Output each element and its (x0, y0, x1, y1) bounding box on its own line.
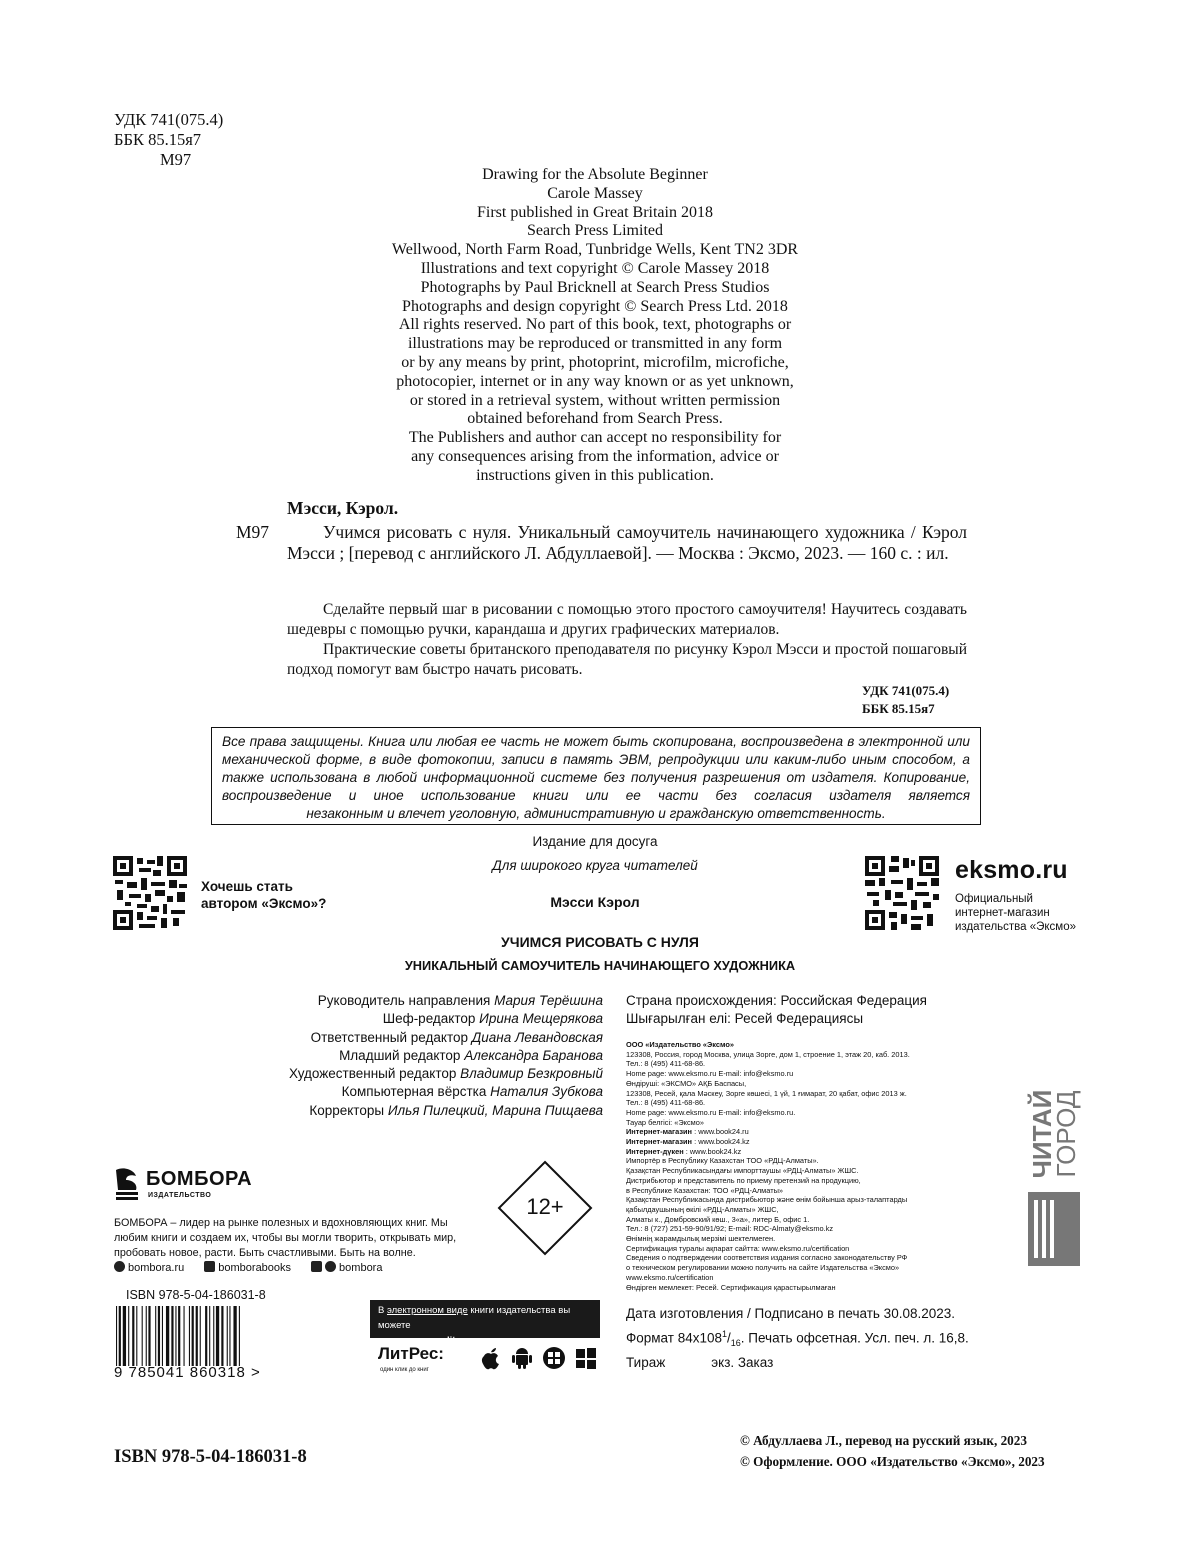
publisher-detail-line (626, 1118, 986, 1128)
author-sign: М97 (160, 150, 192, 169)
social-messengers-label: bombora (339, 1262, 383, 1274)
eksmo-site[interactable]: eksmo.ru (955, 856, 1068, 884)
bbk-code: ББК 85.15я7 (114, 130, 202, 149)
footer-copyright (740, 1430, 1045, 1472)
publisher-detail-line (626, 1137, 986, 1147)
annotation-paragraph-1: Сделайте первый шаг в рисовании с помощью этого простого самоучителя! Научитесь создавать шедевры с помощью ручки, карандаша и других графических материалов. (287, 601, 967, 638)
copyright-translation: © Абдуллаева Л., перевод на русский язык, 2023 (740, 1433, 1027, 1448)
publisher-detail-line (626, 1166, 986, 1176)
biblio-author: Мэсси, Кэрол. (287, 498, 399, 518)
barcode-bar (116, 1306, 117, 1366)
detail-bold: Интернет-дүкен (626, 1146, 684, 1156)
staff-name: Диана Левандовская (471, 1029, 603, 1045)
litres-line-2a: купить на (378, 1335, 423, 1346)
barcode-bar (132, 1306, 134, 1366)
staff-name: Владимир Безкровный (460, 1066, 603, 1082)
original-copyright-block (330, 166, 860, 486)
barcode-bar (175, 1306, 176, 1366)
staff-role: Руководитель направления (317, 993, 491, 1008)
chitai-gorod-text (1027, 1074, 1081, 1194)
detail-text: : www.book24.kz (683, 1146, 742, 1156)
barcode-icon (114, 1306, 286, 1366)
android-icon (511, 1346, 533, 1370)
publisher-details (626, 1040, 986, 1292)
author-qr-code[interactable] (113, 856, 187, 930)
barcode-number: 9 785041 860318 > (114, 1364, 261, 1381)
chitai-gorod-logo[interactable] (1028, 1068, 1080, 1266)
litres-url[interactable]: www.litres.ru (422, 1335, 482, 1346)
age-rating-text: 12+ (526, 1194, 564, 1219)
rights-last-line: незаконным и влечет уголовную, административную и гражданскую ответственность. (306, 806, 886, 821)
detail-text: в Республике Казахстан: ТОО «РДЦ-Алматы» (626, 1185, 784, 1195)
staff-name: Наталия Зубкова (490, 1084, 603, 1100)
barcode-bar (200, 1306, 201, 1366)
detail-text: 123308, Россия, город Москва, улица Зорге, дом 1, строение 1, этаж 20, каб. 2013. (626, 1049, 910, 1059)
barcode-bar (221, 1306, 223, 1366)
bombora-wave-icon (112, 1164, 142, 1204)
detail-text: Қазақстан Республикасындағы импорттаушы «РДЦ-Алматы» ЖШС. (626, 1166, 859, 1176)
detail-text: : www.book24.ru (692, 1127, 749, 1137)
barcode-bar (216, 1306, 219, 1366)
origin-ru: Страна происхождения: Российская Федерация (626, 993, 927, 1008)
staff-credits (160, 992, 603, 1120)
vk-icon (204, 1261, 215, 1272)
staff-role: Младший редактор (339, 1047, 461, 1063)
gorod-line: ГОРОД (1051, 1090, 1081, 1178)
staff-row (160, 1010, 603, 1028)
publisher-detail-line (626, 1089, 986, 1099)
become-author-text (201, 878, 326, 912)
staff-name: Илья Пилецкий, Марина Пищаева (387, 1102, 603, 1118)
publisher-detail-line (626, 1283, 986, 1293)
social-vk-label: bomborabooks (218, 1262, 292, 1274)
detail-text: Дистрибьютор и представитель по приему претензий на продукцию, (626, 1175, 861, 1185)
staff-row (160, 1029, 603, 1047)
chitai-gorod-wordmark (1028, 1068, 1080, 1188)
qr-code-icon (113, 856, 187, 930)
format-sub: 16 (730, 1338, 741, 1349)
publisher-detail-line (626, 1108, 986, 1118)
barcode-bar (166, 1306, 169, 1366)
publisher-detail-line (626, 1147, 986, 1157)
litres-line-1b: книги издательства вы можете (378, 1305, 571, 1331)
social-website-label: bombora.ru (128, 1262, 185, 1274)
annotation-paragraph-2: Практические советы британского преподавателя по рисунку Кэрол Мэсси и простой пошаговый подход помогут вам быстро начать рисовать. (287, 641, 967, 678)
staff-row (160, 992, 603, 1010)
age-rating-badge (497, 1160, 593, 1256)
barcode-bar (123, 1306, 126, 1366)
barcode-bar (178, 1306, 180, 1366)
barcode-bar (171, 1306, 173, 1366)
eksmo-shop-text (955, 892, 1076, 934)
litres-logo[interactable]: ЛитРес: (378, 1344, 444, 1363)
publisher-detail-line (626, 1069, 986, 1079)
bombora-socials (114, 1261, 382, 1274)
copyright-line: Drawing for the Absolute Beginner (482, 166, 708, 183)
detail-bold: Интернет-магазин (626, 1137, 693, 1147)
barcode-bar (155, 1306, 156, 1366)
annotation (287, 600, 967, 680)
social-website[interactable] (114, 1261, 184, 1274)
edition-title: УЧИМСЯ РИСОВАТЬ С НУЛЯ (501, 934, 699, 950)
publisher-detail-line (626, 1059, 986, 1069)
staff-row (160, 1083, 603, 1101)
production-format: Формат $84x108^1/_{16}$. Печать офсетная. Усл. печ. л. 16,8. (626, 1329, 969, 1349)
edition-audience: Для широкого круга читателей (492, 858, 698, 873)
publisher-detail-line (626, 1176, 986, 1186)
litres-banner[interactable] (370, 1300, 600, 1346)
publisher-detail-line (626, 1224, 986, 1234)
copyright-line: any consequences arising from the information, advice or (411, 447, 779, 465)
apple-icon (480, 1346, 502, 1370)
barcode-bar (189, 1306, 190, 1366)
barcode-bar (184, 1306, 185, 1366)
staff-role: Художественный редактор (289, 1066, 457, 1082)
bbk-code-right: ББК 85.15я7 (862, 701, 935, 716)
detail-text: Home page: www.eksmo.ru E-mail: info@eksmo.ru. (626, 1107, 796, 1117)
copyright-design: © Оформление. ООО «Издательство «Эксмо», 2023 (740, 1454, 1045, 1469)
edition-type: Издание для досуга (532, 834, 658, 849)
rights-text: Все права защищены. Книга или любая ее часть не может быть скопирована, воспроизведена в электронной или механической форме, в виде фотокопии, записи в память ЭВМ, репродукции или каким-либо иным способом, а также использована в любой информационной системе без получения разрешения от издателя. Копирование, воспроизведение и иное использование книги или ее части без согласия издателя является (222, 734, 970, 803)
copyright-line: Search Press Limited (527, 222, 663, 240)
barcode-bar (227, 1306, 228, 1366)
biblio-code: М97 (236, 522, 270, 542)
barcode-isbn-label: ISBN 978-5-04-186031-8 (126, 1288, 266, 1302)
litres-link[interactable]: электронном виде (386, 1305, 468, 1316)
copyright-line: Illustrations and text copyright © Carole Massey 2018 (420, 259, 770, 277)
barcode-bar (205, 1306, 207, 1366)
barcode-bar (213, 1306, 214, 1366)
copyright-line: All rights reserved. No part of this book, text, photographs or (398, 316, 792, 334)
detail-text: Сертификация туралы ақпарат сайтта: www.eksmo.ru/certification (626, 1243, 850, 1253)
chitai-gorod-stripes-icon (1028, 1192, 1080, 1266)
format-text: Формат 84x108 (626, 1330, 722, 1346)
copyright-line: illustrations may be reproduced or transmitted in any form (407, 335, 783, 353)
publisher-detail-line (626, 1098, 986, 1108)
staff-role: Шеф-редактор (382, 1011, 476, 1027)
staff-row (160, 1065, 603, 1083)
detail-text: Home page: www.eksmo.ru E-mail: info@eksmo.ru (626, 1069, 794, 1079)
staff-row (160, 1047, 603, 1065)
detail-text: Қазақстан Республикасында дистрибьютор және өнім бойынша арыз-талаптарды (626, 1195, 908, 1205)
staff-role: Ответственный редактор (310, 1029, 468, 1045)
copyright-line: or by any means by print, photoprint, microfilm, microfiche, (401, 353, 789, 371)
become-author-line-2: автором «Эксмо»? (201, 896, 327, 911)
globe-icon (114, 1261, 125, 1272)
eksmo-qr-code[interactable] (865, 856, 939, 930)
copyright-line: Carole Massey (547, 184, 643, 202)
detail-text: Тауар белгісі: «Эксмо» (626, 1117, 704, 1127)
become-author-line-1: Хочешь стать (201, 879, 293, 894)
production-date: Дата изготовления / Подписано в печать 30.08.2023. (626, 1306, 955, 1321)
bombora-logo[interactable] (112, 1164, 252, 1204)
detail-text: Өнімнің жарамдылық мерзімі шектелмеген. (626, 1234, 776, 1244)
rights-notice (211, 727, 981, 825)
udk-code-right: УДК 741(075.4) (862, 683, 950, 698)
social-messengers[interactable] (311, 1261, 382, 1274)
barcode-bar (229, 1306, 230, 1366)
footer-isbn: ISBN 978-5-04-186031-8 (114, 1447, 307, 1467)
publisher-detail-line (626, 1215, 986, 1225)
detail-text: Тел.: 8 (727) 251-59-90/91/92; E-mail: RDC-Almaty@eksmo.kz (626, 1224, 834, 1234)
bombora-logo-sub: ИЗДАТЕЛЬСТВО (148, 1192, 212, 1199)
windows-phone-icon (542, 1346, 566, 1370)
origin-kz: Шығарылған елі: Ресей Федерациясы (626, 1011, 864, 1027)
staff-role: Корректоры (309, 1102, 385, 1118)
detail-text: : www.book24.kz (692, 1137, 750, 1147)
staff-name: Мария Терёшина (494, 993, 603, 1008)
barcode-bar (142, 1306, 143, 1366)
barcode-bar (233, 1306, 236, 1366)
litres-logo-sub: один клик до книг (380, 1367, 429, 1373)
detail-bold: Интернет-магазин (626, 1127, 693, 1137)
production-print-run (626, 1353, 969, 1373)
copyright-line: or stored in a retrieval system, without written permission (409, 391, 781, 409)
publisher-detail-line (626, 1186, 986, 1196)
edition-subtitle: УНИКАЛЬНЫЙ САМОУЧИТЕЛЬ НАЧИНАЮЩЕГО ХУДОЖНИКА (404, 958, 796, 973)
platform-icons (480, 1346, 597, 1370)
staff-name: Ирина Мещерякова (479, 1011, 603, 1027)
qr-code-icon (865, 856, 939, 930)
detail-text: Сведения о подтверждении соответствия издания согласно законодательству РФ (626, 1253, 908, 1263)
detail-text: 123308, Ресей, қала Мәскеу, Зорге көшесі, 1 үй, 1 ғимарат, 20 қабат, офис 2013 ж. (626, 1088, 907, 1098)
barcode-bar (196, 1306, 198, 1366)
copyright-line: photocopier, internet or in any way known or as yet unknown, (396, 372, 794, 390)
barcode-bar (146, 1306, 147, 1366)
chitai-line: ЧИТАЙ (1027, 1089, 1057, 1179)
detail-text: Тел.: 8 (495) 411-68-86. (626, 1059, 706, 1069)
publisher-detail-line (626, 1244, 986, 1254)
bombora-description: БОМБОРА – лидер на рынке полезных и вдохновляющих книг. Мы любим книги и создаем их, чтобы вы могли творить, открывать мир, пробовать новое, расти. Быть счастливыми. Быть на волне. (114, 1217, 457, 1259)
publisher-detail-line (626, 1040, 986, 1050)
plus-icon (311, 1261, 322, 1272)
bombora-logo-text: БОМБОРА (146, 1168, 253, 1190)
eksmo-shop-line-1: Официальный (955, 893, 1033, 905)
detail-text: Өндірген мемлекет: Ресей. Сертификация қарастырылмаған (626, 1282, 836, 1292)
publisher-detail-line (626, 1263, 986, 1273)
staff-name: Александра Баранова (464, 1047, 603, 1063)
publisher-detail-line (626, 1195, 986, 1205)
format-sup: 1 (722, 1329, 728, 1339)
publisher-detail-line (626, 1079, 986, 1089)
copyright-line: Wellwood, North Farm Road, Tunbridge Wells, Kent TN2 3DR (391, 241, 799, 259)
barcode-bar (158, 1306, 160, 1366)
barcode-bar (192, 1306, 194, 1366)
detail-text: Өндіруші: «ЭКСМО» АҚБ Баспасы, (626, 1078, 747, 1088)
tirazh-label: Тираж (626, 1355, 666, 1371)
detail-text: Импортёр в Республику Казахстан ТОО «РДЦ-Алматы». (626, 1156, 819, 1166)
barcode-bar (209, 1306, 210, 1366)
telegram-icon (325, 1261, 336, 1272)
publisher-detail-line (626, 1205, 986, 1215)
copyright-line: First published in Great Britain 2018 (477, 203, 713, 221)
litres-line-1 (378, 1303, 592, 1333)
barcode-bar (162, 1306, 163, 1366)
eksmo-shop-line-2: интернет-магазин (955, 907, 1050, 919)
udk-footer (862, 682, 949, 718)
copyright-line: Photographs by Paul Bricknell at Search Press Studios (420, 278, 770, 296)
udk-code: УДК 741(075.4) (114, 110, 224, 129)
publisher-detail-line (626, 1234, 986, 1244)
litres-line-1a: В (378, 1305, 387, 1316)
publisher-detail-line (626, 1127, 986, 1137)
detail-text: о техническом регулировании можно получить на сайте Издательства «Эксмо» (626, 1263, 900, 1273)
barcode-bar (119, 1306, 121, 1366)
barcode-bar (128, 1306, 129, 1366)
detail-text: Тел.: 8 (495) 411-68-86. (626, 1098, 706, 1108)
detail-text: қабылдаушының өкілі «РДЦ-Алматы» ЖШС, (626, 1204, 779, 1214)
publisher-detail-line (626, 1273, 986, 1283)
staff-role: Компьютерная вёрстка (341, 1084, 487, 1100)
publisher-detail-line (626, 1253, 986, 1263)
detail-text: www.eksmo.ru/certification (626, 1272, 714, 1282)
detail-text: Алматы к., Домбровский көш., 3«а», литер Б, офис 1. (626, 1214, 810, 1224)
copyright-line: instructions given in this publication. (476, 466, 714, 484)
copyright-line: Photographs and design copyright © Search Press Ltd. 2018 (402, 297, 788, 315)
eksmo-shop-line-3: издательства «Эксмо» (955, 921, 1077, 933)
social-vk[interactable] (204, 1261, 291, 1274)
biblio-text: Учимся рисовать с нуля. Уникальный самоучитель начинающего художника / Кэрол Мэсси ; [перевод с английского Л. Абдуллаевой]. — Москва : Эксмо, 2023. — 160 с. : ил. (287, 522, 967, 563)
copyright-line: The Publishers and author can accept no responsibility for (408, 429, 782, 447)
production-info (626, 1304, 969, 1373)
format-tail: . Печать офсетная. Усл. печ. л. 16,8. (740, 1330, 969, 1346)
windows-icon (575, 1346, 597, 1370)
staff-row (160, 1102, 603, 1120)
edition-author: Мэсси Кэрол (550, 894, 640, 910)
publisher-detail-line (626, 1050, 986, 1060)
barcode-bar (148, 1306, 150, 1366)
detail-bold: ООО «Издательство «Эксмо» (626, 1040, 734, 1049)
country-of-origin (626, 992, 927, 1029)
barcode-bar (136, 1306, 137, 1366)
publisher-detail-line (626, 1156, 986, 1166)
copyright-line: obtained beforehand from Search Press. (467, 410, 723, 428)
zakaz-label: экз. Заказ (711, 1355, 774, 1371)
udk-header (114, 110, 223, 170)
barcode-bar (239, 1306, 240, 1366)
